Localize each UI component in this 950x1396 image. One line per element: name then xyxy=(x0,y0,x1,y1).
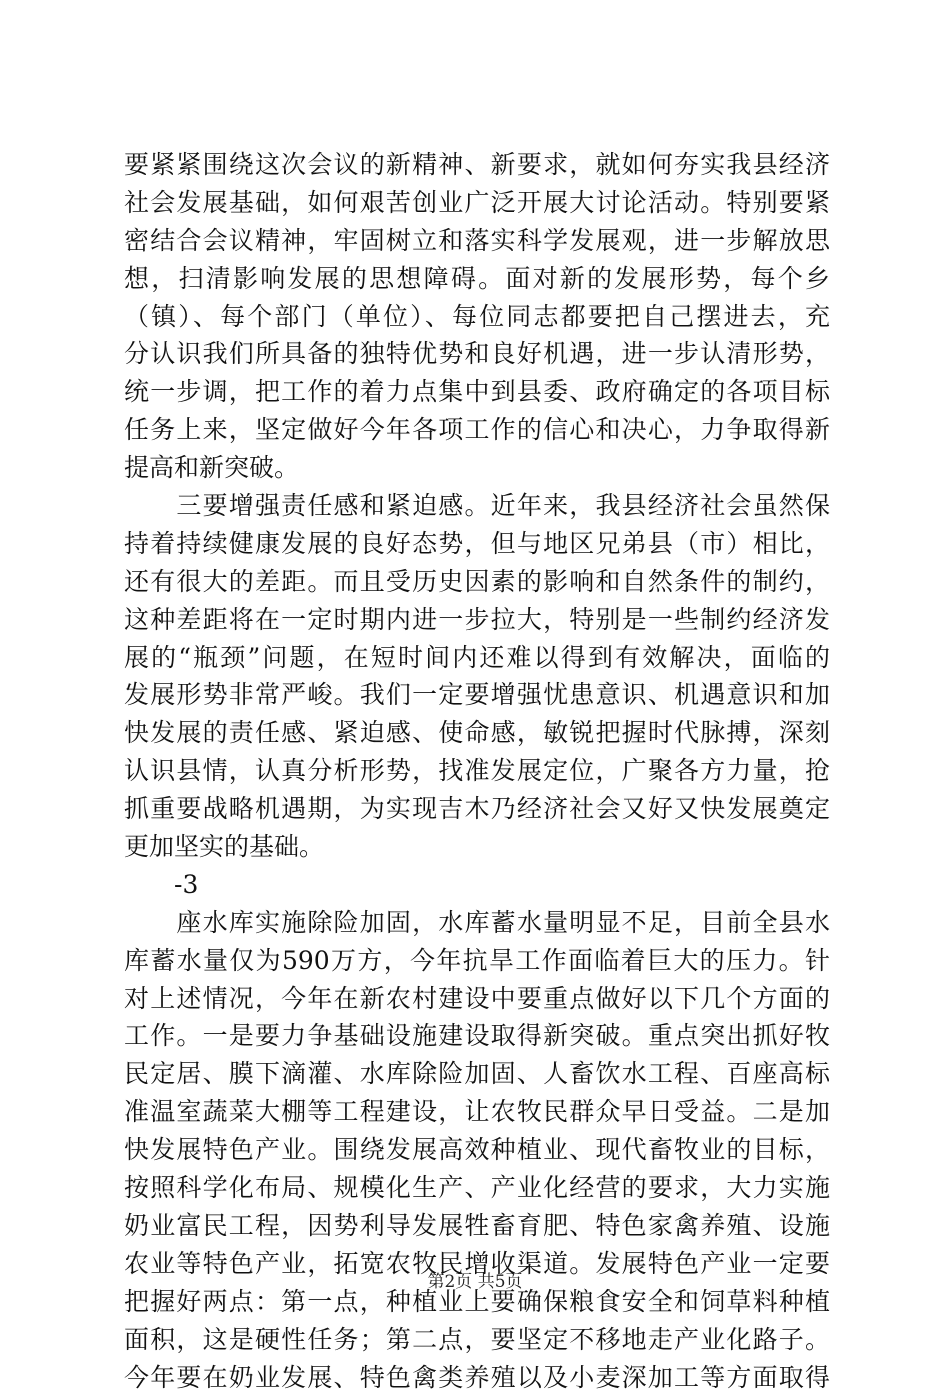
text-line: 快发展的责任感、紧迫感、使命感，敏锐把握时代脉搏，深刻 xyxy=(124,714,830,752)
text-line: 对上述情况，今年在新农村建设中要重点做好以下几个方面的 xyxy=(124,980,830,1018)
text-line: 民定居、膜下滴灌、水库除险加固、人畜饮水工程、百座高标 xyxy=(124,1055,830,1093)
text-line: 抓重要战略机遇期，为实现吉木乃经济社会又好又快发展奠定 xyxy=(124,790,830,828)
text-line: 想，扫清影响发展的思想障碍。面对新的发展形势，每个乡 xyxy=(124,260,830,298)
document-body xyxy=(124,146,830,1396)
text-line: 展的“瓶颈”问题，在短时间内还难以得到有效解决，面临的 xyxy=(124,639,830,677)
text-line: 库蓄水量仅为590万方，今年抗旱工作面临着巨大的压力。针 xyxy=(124,942,830,980)
text-line: 三要增强责任感和紧迫感。近年来，我县经济社会虽然保 xyxy=(124,487,830,525)
text-line: 还有很大的差距。而且受历史因素的影响和自然条件的制约， xyxy=(124,563,830,601)
text-line: 座水库实施除险加固，水库蓄水量明显不足，目前全县水 xyxy=(124,904,830,942)
text-line: 密结合会议精神，牢固树立和落实科学发展观，进一步解放思 xyxy=(124,222,830,260)
text-line: 快发展特色产业。围绕发展高效种植业、现代畜牧业的目标， xyxy=(124,1131,830,1169)
text-line: 持着持续健康发展的良好态势，但与地区兄弟县（市）相比， xyxy=(124,525,830,563)
text-line: 发展形势非常严峻。我们一定要增强忧患意识、机遇意识和加 xyxy=(124,676,830,714)
text-line: 统一步调，把工作的着力点集中到县委、政府确定的各项目标 xyxy=(124,373,830,411)
text-line: 社会发展基础，如何艰苦创业广泛开展大讨论活动。特别要紧 xyxy=(124,184,830,222)
text-line: 农业等特色产业，拓宽农牧民增收渠道。发展特色产业一定要 xyxy=(124,1245,830,1283)
text-line: 工作。一是要力争基础设施建设取得新突破。重点突出抓好牧 xyxy=(124,1017,830,1055)
page-marker: -3 xyxy=(124,866,830,904)
text-line: 把握好两点：第一点，种植业上要确保粮食安全和饲草料种植 xyxy=(124,1283,830,1321)
text-line: 这种差距将在一定时期内进一步拉大，特别是一些制约经济发 xyxy=(124,601,830,639)
text-line: 分认识我们所具备的独特优势和良好机遇，进一步认清形势， xyxy=(124,335,830,373)
text-line: 按照科学化布局、规模化生产、产业化经营的要求，大力实施 xyxy=(124,1169,830,1207)
text-line: 任务上来，坚定做好今年各项工作的信心和决心，力争取得新 xyxy=(124,411,830,449)
page-footer: 第2页 共5页 xyxy=(0,1270,950,1294)
text-line: 要紧紧围绕这次会议的新精神、新要求，就如何夯实我县经济 xyxy=(124,146,830,184)
text-line: 面积，这是硬性任务；第二点，要坚定不移地走产业化路子。 xyxy=(124,1321,830,1359)
text-line: 提高和新突破。 xyxy=(124,449,830,487)
text-line: 更加坚实的基础。 xyxy=(124,828,830,866)
text-line: 奶业富民工程，因势利导发展牲畜育肥、特色家禽养殖、设施 xyxy=(124,1207,830,1245)
text-line: 准温室蔬菜大棚等工程建设，让农牧民群众早日受益。二是加 xyxy=(124,1093,830,1131)
text-line: （镇）、每个部门（单位）、每位同志都要把自己摆进去，充 xyxy=(124,298,830,336)
text-line: 认识县情，认真分析形势，找准发展定位，广聚各方力量，抢 xyxy=(124,752,830,790)
text-line: 今年要在奶业发展、特色禽类养殖以及小麦深加工等方面取得 xyxy=(124,1359,830,1396)
